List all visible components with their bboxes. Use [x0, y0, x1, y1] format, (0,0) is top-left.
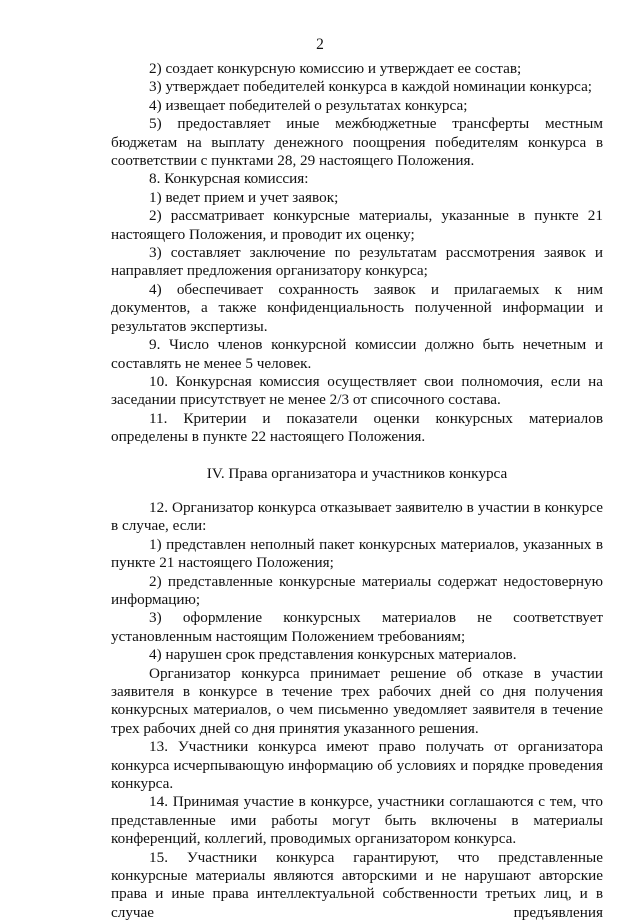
- paragraph: 15. Участники конкурса гарантируют, что представленные конкурсные материалы являются авторскими и не нарушают авторские права и иные права интеллектуальной собственности третьих лиц, и в случае предъявления: [111, 848, 603, 921]
- page-number: 2: [316, 36, 324, 53]
- paragraph: 1) ведет прием и учет заявок;: [149, 188, 339, 206]
- paragraph: Организатор конкурса принимает решение об отказе в участии заявителя в конкурсе в течение трех рабочих дней со дня получения конкурсных материалов, о чем письменно уведомляет заявителя в течение трех рабочих дней со дня принятия указанного решения.: [111, 664, 603, 737]
- paragraph: 2) создает конкурсную комиссию и утверждает ее состав;: [149, 60, 522, 77]
- paragraph: 11. Критерии и показатели оценки конкурсных материалов определены в пункте 22 настоящего Положения.: [111, 409, 603, 446]
- paragraph: 3) оформление конкурсных материалов не соответствует установленным настоящим Положением требованиям;: [111, 609, 603, 645]
- paragraph: 5) предоставляет иные межбюджетные трансферты местным бюджетам на выплату денежного поощрения победителям конкурса в соответствии с пунктами 28, 29 настоящего Положения.: [111, 115, 603, 170]
- paragraph: 9. Число членов конкурсной комиссии должно быть нечетным и составлять не менее 5 человек.: [111, 336, 603, 372]
- document-body: [111, 60, 603, 922]
- paragraph: 2) представленные конкурсные материалы содержат недостоверную информацию;: [111, 572, 603, 608]
- paragraph: 2) рассматривает конкурсные материалы, указанные в пункте 21 настоящего Положения, и проводит их оценку;: [111, 207, 603, 243]
- section-heading: IV. Права организатора и участников конкурса: [206, 464, 508, 482]
- paragraph: 12. Организатор конкурса отказывает заявителю в участии в конкурсе в случае, если:: [111, 498, 603, 535]
- paragraph: 10. Конкурсная комиссия осуществляет свои полномочия, если на заседании присутствует не менее 2/3 от списочного состава.: [111, 372, 603, 409]
- paragraph: 4) извещает победителей о результатах конкурса;: [149, 96, 468, 114]
- paragraph: 1) представлен неполный пакет конкурсных материалов, указанных в пункте 21 настоящего Положения;: [111, 535, 603, 572]
- paragraph: 14. Принимая участие в конкурсе, участники соглашаются с тем, что представленные ими работы могут быть включены в материалы конференций, коллегий, проводимых организатором конкурса.: [111, 793, 603, 848]
- paragraph: 8. Конкурсная комиссия:: [149, 170, 309, 188]
- paragraph: 4) обеспечивает сохранность заявок и прилагаемых к ним документов, а также конфиденциальность полученной информации и результатов экспертизы.: [111, 280, 603, 335]
- paragraph: 3) составляет заключение по результатам рассмотрения заявок и направляет предложения организатору конкурса;: [111, 244, 603, 280]
- paragraph: 4) нарушен срок представления конкурсных материалов.: [149, 646, 517, 664]
- paragraph: 13. Участники конкурса имеют право получать от организатора конкурса исчерпывающую информацию об условиях и порядке проведения конкурса.: [111, 738, 603, 793]
- paragraph: 3) утверждает победителей конкурса в каждой номинации конкурса;: [149, 78, 593, 96]
